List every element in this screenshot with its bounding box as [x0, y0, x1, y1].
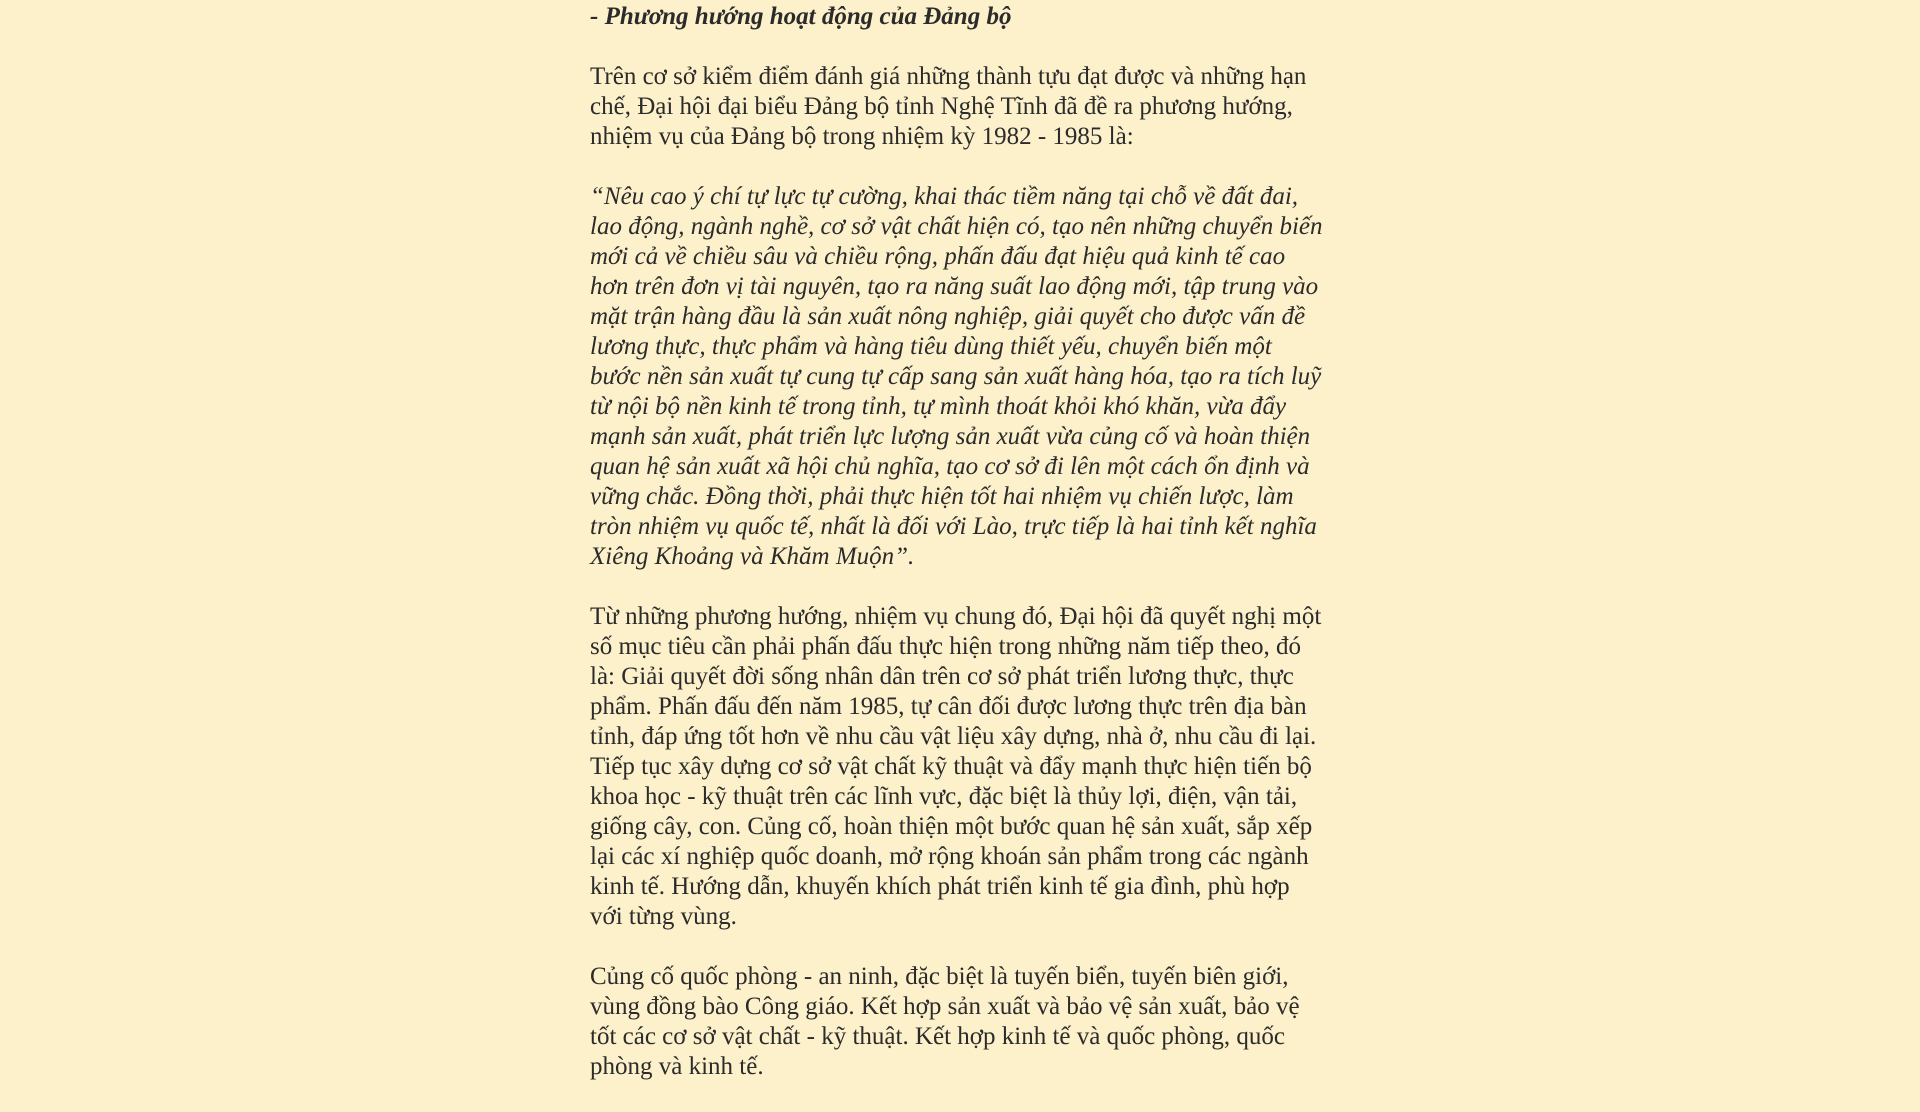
quotation-paragraph	[590, 182, 1340, 572]
text-line: lao động, ngành nghề, cơ sở vật chất hiện có, tạo nên những chuyển biến	[590, 213, 1323, 240]
body-paragraph	[590, 962, 1340, 1082]
text-line: mạnh sản xuất, phát triển lực lượng sản xuất vừa củng cố và hoàn thiện	[590, 423, 1311, 450]
text-line: tốt các cơ sở vật chất - kỹ thuật. Kết hợp kinh tế và quốc phòng, quốc	[590, 1023, 1286, 1050]
text-line: quan hệ sản xuất xã hội chủ nghĩa, tạo cơ sở đi lên một cách ổn định và	[590, 453, 1310, 480]
text-line: Củng cố quốc phòng - an ninh, đặc biệt là tuyến biển, tuyến biên giới,	[590, 963, 1289, 990]
paragraph-list	[590, 62, 1340, 1082]
text-line: với từng vùng.	[590, 903, 737, 930]
text-line: số mục tiêu cần phải phấn đấu thực hiện trong những năm tiếp theo, đó	[590, 633, 1301, 660]
text-line: kinh tế. Hướng dẫn, khuyến khích phát triển kinh tế gia đình, phù hợp	[590, 873, 1290, 900]
body-paragraph	[590, 602, 1340, 932]
section-heading: - Phương hướng hoạt động của Đảng bộ	[590, 3, 1012, 30]
text-line: phòng và kinh tế.	[590, 1053, 764, 1080]
text-line: là: Giải quyết đời sống nhân dân trên cơ sở phát triển lương thực, thực	[590, 663, 1294, 690]
text-line: tỉnh, đáp ứng tốt hơn về nhu cầu vật liệu xây dựng, nhà ở, nhu cầu đi lại.	[590, 723, 1317, 750]
body-paragraph	[590, 62, 1340, 152]
document-body	[590, 2, 1340, 1112]
text-line: vững chắc. Đồng thời, phải thực hiện tốt hai nhiệm vụ chiến lược, làm	[590, 483, 1294, 510]
text-line: giống cây, con. Củng cố, hoàn thiện một bước quan hệ sản xuất, sắp xếp	[590, 813, 1313, 840]
text-line: phẩm. Phấn đấu đến năm 1985, tự cân đối được lương thực trên địa bàn	[590, 693, 1307, 720]
text-line: mặt trận hàng đầu là sản xuất nông nghiệp, giải quyết cho được vấn đề	[590, 303, 1306, 330]
text-line: vùng đồng bào Công giáo. Kết hợp sản xuất và bảo vệ sản xuất, bảo vệ	[590, 993, 1300, 1020]
text-line: lương thực, thực phẩm và hàng tiêu dùng thiết yếu, chuyển biến một	[590, 333, 1272, 360]
text-line: Tiếp tục xây dựng cơ sở vật chất kỹ thuật và đẩy mạnh thực hiện tiến bộ	[590, 753, 1312, 780]
text-line: bước nền sản xuất tự cung tự cấp sang sản xuất hàng hóa, tạo ra tích luỹ	[590, 363, 1322, 390]
text-line: từ nội bộ nền kinh tế trong tỉnh, tự mình thoát khỏi khó khăn, vừa đẩy	[590, 393, 1287, 420]
text-line: “Nêu cao ý chí tự lực tự cường, khai thác tiềm năng tại chỗ về đất đai,	[590, 183, 1299, 210]
text-line: Trên cơ sở kiểm điểm đánh giá những thành tựu đạt được và những hạn	[590, 63, 1307, 90]
text-line: nhiệm vụ của Đảng bộ trong nhiệm kỳ 1982 - 1985 là:	[590, 123, 1134, 150]
text-line: khoa học - kỹ thuật trên các lĩnh vực, đặc biệt là thủy lợi, điện, vận tải,	[590, 783, 1298, 810]
text-line: mới cả về chiều sâu và chiều rộng, phấn đấu đạt hiệu quả kinh tế cao	[590, 243, 1286, 270]
text-line: lại các xí nghiệp quốc doanh, mở rộng khoán sản phẩm trong các ngành	[590, 843, 1309, 870]
text-line: Xiêng Khoảng và Khăm Muộn”.	[590, 543, 915, 570]
text-line: Từ những phương hướng, nhiệm vụ chung đó, Đại hội đã quyết nghị một	[590, 603, 1322, 630]
text-line: chế, Đại hội đại biểu Đảng bộ tỉnh Nghệ Tĩnh đã đề ra phương hướng,	[590, 93, 1293, 120]
text-line: tròn nhiệm vụ quốc tế, nhất là đối với Lào, trực tiếp là hai tỉnh kết nghĩa	[590, 513, 1317, 540]
text-line: hơn trên đơn vị tài nguyên, tạo ra năng suất lao động mới, tập trung vào	[590, 273, 1319, 300]
